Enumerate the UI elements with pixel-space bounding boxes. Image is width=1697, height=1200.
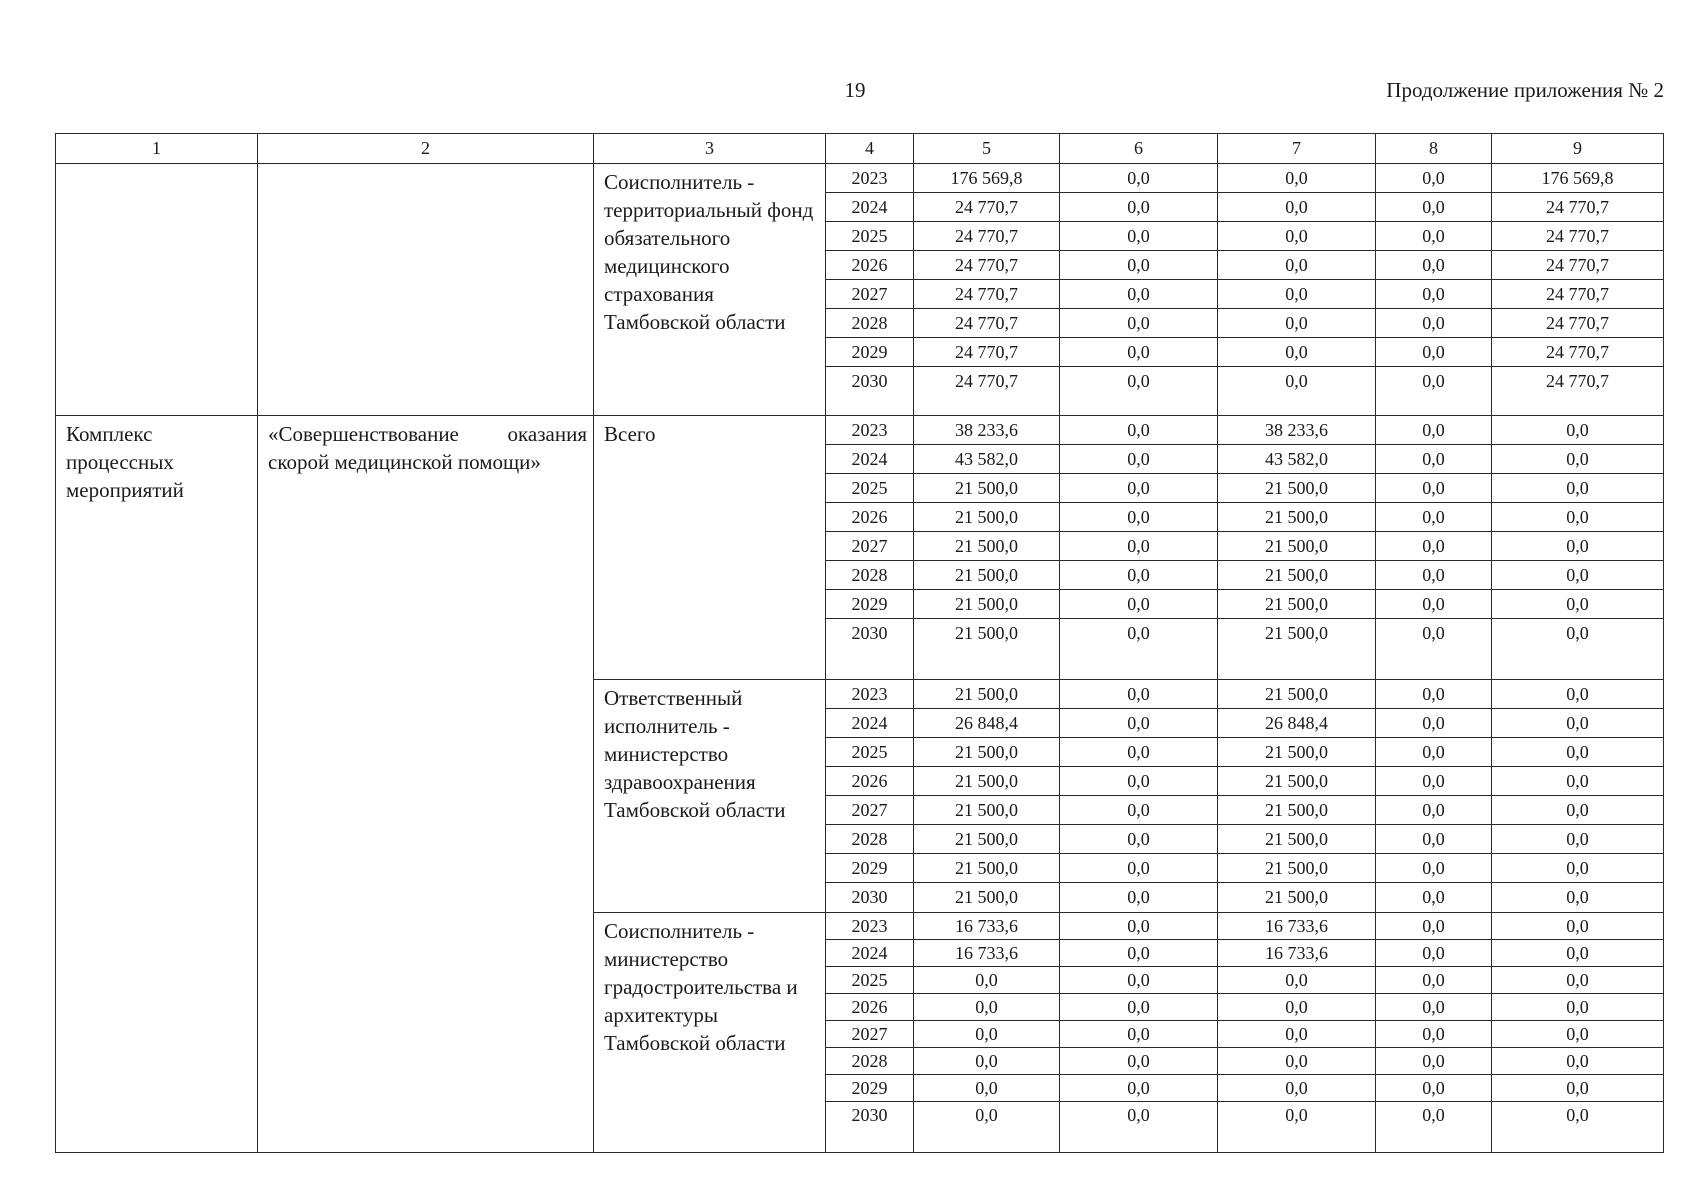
amount-cell-col6: 0,0 (1060, 561, 1218, 590)
group-col2-cell: «Совершенствование оказания скорой медицинской помощи» (258, 416, 594, 1153)
year-cell: 2028 (826, 1047, 914, 1074)
spacer-cell (914, 1128, 1060, 1152)
year-cell: 2025 (826, 474, 914, 503)
amount-cell-col8: 0,0 (1376, 738, 1492, 767)
amount-cell-col9: 0,0 (1492, 825, 1664, 854)
amount-cell-col8: 0,0 (1376, 474, 1492, 503)
group-col1-cell: Комплекс процессных мероприятий (56, 416, 258, 1153)
amount-cell-col5: 0,0 (914, 993, 1060, 1020)
year-cell: 2028 (826, 561, 914, 590)
amount-cell-col7: 0,0 (1218, 1074, 1376, 1101)
amount-cell-col9: 0,0 (1492, 680, 1664, 709)
amount-cell-col9: 0,0 (1492, 416, 1664, 445)
year-cell: 2029 (826, 338, 914, 367)
amount-cell-col9: 24 770,7 (1492, 222, 1664, 251)
year-cell: 2026 (826, 767, 914, 796)
amount-cell-col5: 21 500,0 (914, 532, 1060, 561)
amount-cell-col9: 0,0 (1492, 561, 1664, 590)
amount-cell-col5: 21 500,0 (914, 767, 1060, 796)
amount-cell-col6: 0,0 (1060, 883, 1218, 912)
funding-table (55, 133, 1664, 1153)
amount-cell-col9: 24 770,7 (1492, 338, 1664, 367)
amount-cell-col9: 24 770,7 (1492, 280, 1664, 309)
amount-cell-col7: 0,0 (1218, 1101, 1376, 1128)
amount-cell-col6: 0,0 (1060, 503, 1218, 532)
amount-cell-col5: 43 582,0 (914, 445, 1060, 474)
amount-cell-col8: 0,0 (1376, 1020, 1492, 1047)
amount-cell-col8: 0,0 (1376, 367, 1492, 396)
amount-cell-col5: 21 500,0 (914, 590, 1060, 619)
amount-cell-col9: 0,0 (1492, 1101, 1664, 1128)
executor-cell: Всего (594, 416, 826, 680)
amount-cell-col6: 0,0 (1060, 1047, 1218, 1074)
amount-cell-col8: 0,0 (1376, 619, 1492, 648)
amount-cell-col5: 0,0 (914, 1074, 1060, 1101)
spacer-cell (1492, 648, 1664, 680)
amount-cell-col8: 0,0 (1376, 966, 1492, 993)
amount-cell-col6: 0,0 (1060, 680, 1218, 709)
amount-cell-col7: 21 500,0 (1218, 883, 1376, 912)
amount-cell-col7: 21 500,0 (1218, 738, 1376, 767)
col-header-7: 7 (1218, 134, 1376, 164)
amount-cell-col7: 21 500,0 (1218, 767, 1376, 796)
spacer-cell (1218, 396, 1376, 416)
amount-cell-col6: 0,0 (1060, 825, 1218, 854)
amount-cell-col5: 24 770,7 (914, 309, 1060, 338)
amount-cell-col7: 21 500,0 (1218, 825, 1376, 854)
amount-cell-col6: 0,0 (1060, 709, 1218, 738)
amount-cell-col6: 0,0 (1060, 966, 1218, 993)
amount-cell-col9: 0,0 (1492, 709, 1664, 738)
amount-cell-col8: 0,0 (1376, 1047, 1492, 1074)
col-header-4: 4 (826, 134, 914, 164)
amount-cell-col9: 0,0 (1492, 912, 1664, 939)
spacer-cell (1492, 1128, 1664, 1152)
amount-cell-col9: 0,0 (1492, 445, 1664, 474)
amount-cell-col5: 24 770,7 (914, 280, 1060, 309)
year-cell: 2023 (826, 416, 914, 445)
amount-cell-col9: 24 770,7 (1492, 251, 1664, 280)
amount-cell-col5: 24 770,7 (914, 338, 1060, 367)
amount-cell-col8: 0,0 (1376, 503, 1492, 532)
amount-cell-col8: 0,0 (1376, 338, 1492, 367)
amount-cell-col5: 16 733,6 (914, 939, 1060, 966)
amount-cell-col5: 21 500,0 (914, 738, 1060, 767)
col-header-6: 6 (1060, 134, 1218, 164)
amount-cell-col8: 0,0 (1376, 993, 1492, 1020)
amount-cell-col6: 0,0 (1060, 416, 1218, 445)
amount-cell-col6: 0,0 (1060, 251, 1218, 280)
amount-cell-col7: 21 500,0 (1218, 474, 1376, 503)
amount-cell-col6: 0,0 (1060, 993, 1218, 1020)
amount-cell-col7: 16 733,6 (1218, 939, 1376, 966)
year-cell: 2030 (826, 367, 914, 396)
amount-cell-col8: 0,0 (1376, 1101, 1492, 1128)
amount-cell-col7: 21 500,0 (1218, 619, 1376, 648)
spacer-cell (914, 648, 1060, 680)
amount-cell-col8: 0,0 (1376, 309, 1492, 338)
continuation-label: Продолжение приложения № 2 (1386, 78, 1664, 102)
amount-cell-col8: 0,0 (1376, 825, 1492, 854)
year-cell: 2023 (826, 912, 914, 939)
amount-cell-col5: 21 500,0 (914, 561, 1060, 590)
amount-cell-col9: 0,0 (1492, 966, 1664, 993)
amount-cell-col9: 0,0 (1492, 474, 1664, 503)
year-cell: 2030 (826, 1101, 914, 1128)
amount-cell-col7: 0,0 (1218, 993, 1376, 1020)
year-cell: 2030 (826, 619, 914, 648)
amount-cell-col7: 38 233,6 (1218, 416, 1376, 445)
executor-cell: Соисполнитель - территориальный фонд обязательного медицинского страхования Тамбовской области (594, 164, 826, 416)
amount-cell-col8: 0,0 (1376, 164, 1492, 193)
amount-cell-col5: 21 500,0 (914, 854, 1060, 883)
amount-cell-col8: 0,0 (1376, 680, 1492, 709)
amount-cell-col7: 0,0 (1218, 280, 1376, 309)
year-cell: 2027 (826, 1020, 914, 1047)
year-cell: 2029 (826, 854, 914, 883)
year-cell: 2025 (826, 966, 914, 993)
col-header-3: 3 (594, 134, 826, 164)
spacer-cell (1060, 396, 1218, 416)
amount-cell-col9: 0,0 (1492, 854, 1664, 883)
amount-cell-col7: 0,0 (1218, 222, 1376, 251)
amount-cell-col6: 0,0 (1060, 309, 1218, 338)
amount-cell-col9: 0,0 (1492, 1074, 1664, 1101)
amount-cell-col5: 21 500,0 (914, 796, 1060, 825)
col-header-8: 8 (1376, 134, 1492, 164)
amount-cell-col7: 0,0 (1218, 309, 1376, 338)
spacer-cell (1218, 1128, 1376, 1152)
amount-cell-col7: 21 500,0 (1218, 796, 1376, 825)
spacer-cell (826, 648, 914, 680)
amount-cell-col8: 0,0 (1376, 445, 1492, 474)
group-col1-cell (56, 164, 258, 416)
amount-cell-col8: 0,0 (1376, 532, 1492, 561)
spacer-cell (1492, 396, 1664, 416)
amount-cell-col9: 0,0 (1492, 503, 1664, 532)
year-cell: 2027 (826, 280, 914, 309)
year-cell: 2029 (826, 590, 914, 619)
amount-cell-col8: 0,0 (1376, 251, 1492, 280)
year-cell: 2024 (826, 193, 914, 222)
year-cell: 2028 (826, 825, 914, 854)
amount-cell-col9: 24 770,7 (1492, 193, 1664, 222)
year-cell: 2026 (826, 503, 914, 532)
table-body (56, 164, 1664, 1153)
spacer-cell (1376, 648, 1492, 680)
group-col2-cell (258, 164, 594, 416)
amount-cell-col7: 0,0 (1218, 966, 1376, 993)
amount-cell-col6: 0,0 (1060, 767, 1218, 796)
amount-cell-col6: 0,0 (1060, 854, 1218, 883)
year-cell: 2024 (826, 709, 914, 738)
spacer-cell (826, 396, 914, 416)
amount-cell-col6: 0,0 (1060, 338, 1218, 367)
amount-cell-col7: 0,0 (1218, 164, 1376, 193)
amount-cell-col5: 24 770,7 (914, 193, 1060, 222)
amount-cell-col7: 21 500,0 (1218, 561, 1376, 590)
year-cell: 2023 (826, 680, 914, 709)
amount-cell-col7: 26 848,4 (1218, 709, 1376, 738)
spacer-cell (1218, 648, 1376, 680)
amount-cell-col6: 0,0 (1060, 445, 1218, 474)
amount-cell-col5: 26 848,4 (914, 709, 1060, 738)
amount-cell-col5: 21 500,0 (914, 619, 1060, 648)
amount-cell-col8: 0,0 (1376, 1074, 1492, 1101)
amount-cell-col5: 21 500,0 (914, 883, 1060, 912)
year-cell: 2024 (826, 445, 914, 474)
amount-cell-col5: 24 770,7 (914, 251, 1060, 280)
amount-cell-col9: 0,0 (1492, 1020, 1664, 1047)
amount-cell-col6: 0,0 (1060, 619, 1218, 648)
amount-cell-col7: 0,0 (1218, 338, 1376, 367)
amount-cell-col8: 0,0 (1376, 912, 1492, 939)
amount-cell-col5: 21 500,0 (914, 474, 1060, 503)
amount-cell-col8: 0,0 (1376, 796, 1492, 825)
spacer-cell (1376, 1128, 1492, 1152)
amount-cell-col7: 21 500,0 (1218, 854, 1376, 883)
amount-cell-col7: 21 500,0 (1218, 680, 1376, 709)
table-row (56, 164, 1664, 193)
col-header-1: 1 (56, 134, 258, 164)
amount-cell-col7: 0,0 (1218, 193, 1376, 222)
amount-cell-col6: 0,0 (1060, 193, 1218, 222)
amount-cell-col6: 0,0 (1060, 164, 1218, 193)
amount-cell-col8: 0,0 (1376, 280, 1492, 309)
page-number: 19 (844, 78, 866, 102)
spacer-cell (826, 1128, 914, 1152)
year-cell: 2027 (826, 796, 914, 825)
amount-cell-col6: 0,0 (1060, 532, 1218, 561)
amount-cell-col6: 0,0 (1060, 738, 1218, 767)
year-cell: 2028 (826, 309, 914, 338)
amount-cell-col7: 0,0 (1218, 1020, 1376, 1047)
amount-cell-col5: 21 500,0 (914, 825, 1060, 854)
amount-cell-col6: 0,0 (1060, 1101, 1218, 1128)
amount-cell-col6: 0,0 (1060, 939, 1218, 966)
amount-cell-col7: 0,0 (1218, 1047, 1376, 1074)
amount-cell-col5: 0,0 (914, 1020, 1060, 1047)
amount-cell-col8: 0,0 (1376, 222, 1492, 251)
year-cell: 2027 (826, 532, 914, 561)
amount-cell-col5: 0,0 (914, 1047, 1060, 1074)
amount-cell-col6: 0,0 (1060, 367, 1218, 396)
amount-cell-col6: 0,0 (1060, 222, 1218, 251)
amount-cell-col7: 0,0 (1218, 251, 1376, 280)
amount-cell-col7: 21 500,0 (1218, 590, 1376, 619)
amount-cell-col6: 0,0 (1060, 1074, 1218, 1101)
year-cell: 2029 (826, 1074, 914, 1101)
amount-cell-col6: 0,0 (1060, 1020, 1218, 1047)
amount-cell-col6: 0,0 (1060, 280, 1218, 309)
spacer-cell (914, 396, 1060, 416)
amount-cell-col6: 0,0 (1060, 912, 1218, 939)
amount-cell-col9: 0,0 (1492, 590, 1664, 619)
amount-cell-col8: 0,0 (1376, 854, 1492, 883)
col-header-5: 5 (914, 134, 1060, 164)
amount-cell-col9: 0,0 (1492, 993, 1664, 1020)
year-cell: 2025 (826, 738, 914, 767)
spacer-cell (1376, 396, 1492, 416)
amount-cell-col9: 0,0 (1492, 532, 1664, 561)
amount-cell-col7: 21 500,0 (1218, 532, 1376, 561)
amount-cell-col9: 176 569,8 (1492, 164, 1664, 193)
amount-cell-col5: 16 733,6 (914, 912, 1060, 939)
table-row (56, 416, 1664, 445)
amount-cell-col9: 0,0 (1492, 767, 1664, 796)
amount-cell-col9: 0,0 (1492, 883, 1664, 912)
amount-cell-col5: 176 569,8 (914, 164, 1060, 193)
amount-cell-col8: 0,0 (1376, 193, 1492, 222)
amount-cell-col5: 38 233,6 (914, 416, 1060, 445)
amount-cell-col5: 0,0 (914, 966, 1060, 993)
year-cell: 2024 (826, 939, 914, 966)
amount-cell-col9: 24 770,7 (1492, 367, 1664, 396)
year-cell: 2023 (826, 164, 914, 193)
amount-cell-col8: 0,0 (1376, 561, 1492, 590)
amount-cell-col6: 0,0 (1060, 590, 1218, 619)
col-header-2: 2 (258, 134, 594, 164)
amount-cell-col6: 0,0 (1060, 796, 1218, 825)
amount-cell-col6: 0,0 (1060, 474, 1218, 503)
amount-cell-col8: 0,0 (1376, 939, 1492, 966)
amount-cell-col7: 0,0 (1218, 367, 1376, 396)
amount-cell-col9: 0,0 (1492, 1047, 1664, 1074)
amount-cell-col5: 21 500,0 (914, 680, 1060, 709)
amount-cell-col9: 0,0 (1492, 796, 1664, 825)
amount-cell-col5: 0,0 (914, 1101, 1060, 1128)
amount-cell-col5: 24 770,7 (914, 367, 1060, 396)
spacer-cell (1060, 1128, 1218, 1152)
col-header-9: 9 (1492, 134, 1664, 164)
amount-cell-col5: 24 770,7 (914, 222, 1060, 251)
spacer-cell (1060, 648, 1218, 680)
amount-cell-col7: 21 500,0 (1218, 503, 1376, 532)
amount-cell-col7: 16 733,6 (1218, 912, 1376, 939)
year-cell: 2030 (826, 883, 914, 912)
amount-cell-col8: 0,0 (1376, 590, 1492, 619)
header-row (56, 134, 1664, 164)
amount-cell-col8: 0,0 (1376, 883, 1492, 912)
amount-cell-col9: 0,0 (1492, 738, 1664, 767)
amount-cell-col9: 0,0 (1492, 619, 1664, 648)
amount-cell-col7: 43 582,0 (1218, 445, 1376, 474)
year-cell: 2025 (826, 222, 914, 251)
amount-cell-col8: 0,0 (1376, 709, 1492, 738)
amount-cell-col8: 0,0 (1376, 416, 1492, 445)
amount-cell-col9: 0,0 (1492, 939, 1664, 966)
amount-cell-col9: 24 770,7 (1492, 309, 1664, 338)
executor-cell: Соисполнитель - министерство градостроительства и архитектуры Тамбовской области (594, 912, 826, 1152)
amount-cell-col5: 21 500,0 (914, 503, 1060, 532)
year-cell: 2026 (826, 993, 914, 1020)
amount-cell-col8: 0,0 (1376, 767, 1492, 796)
executor-cell: Ответственный исполнитель - министерство здравоохранения Тамбовской области (594, 680, 826, 913)
year-cell: 2026 (826, 251, 914, 280)
